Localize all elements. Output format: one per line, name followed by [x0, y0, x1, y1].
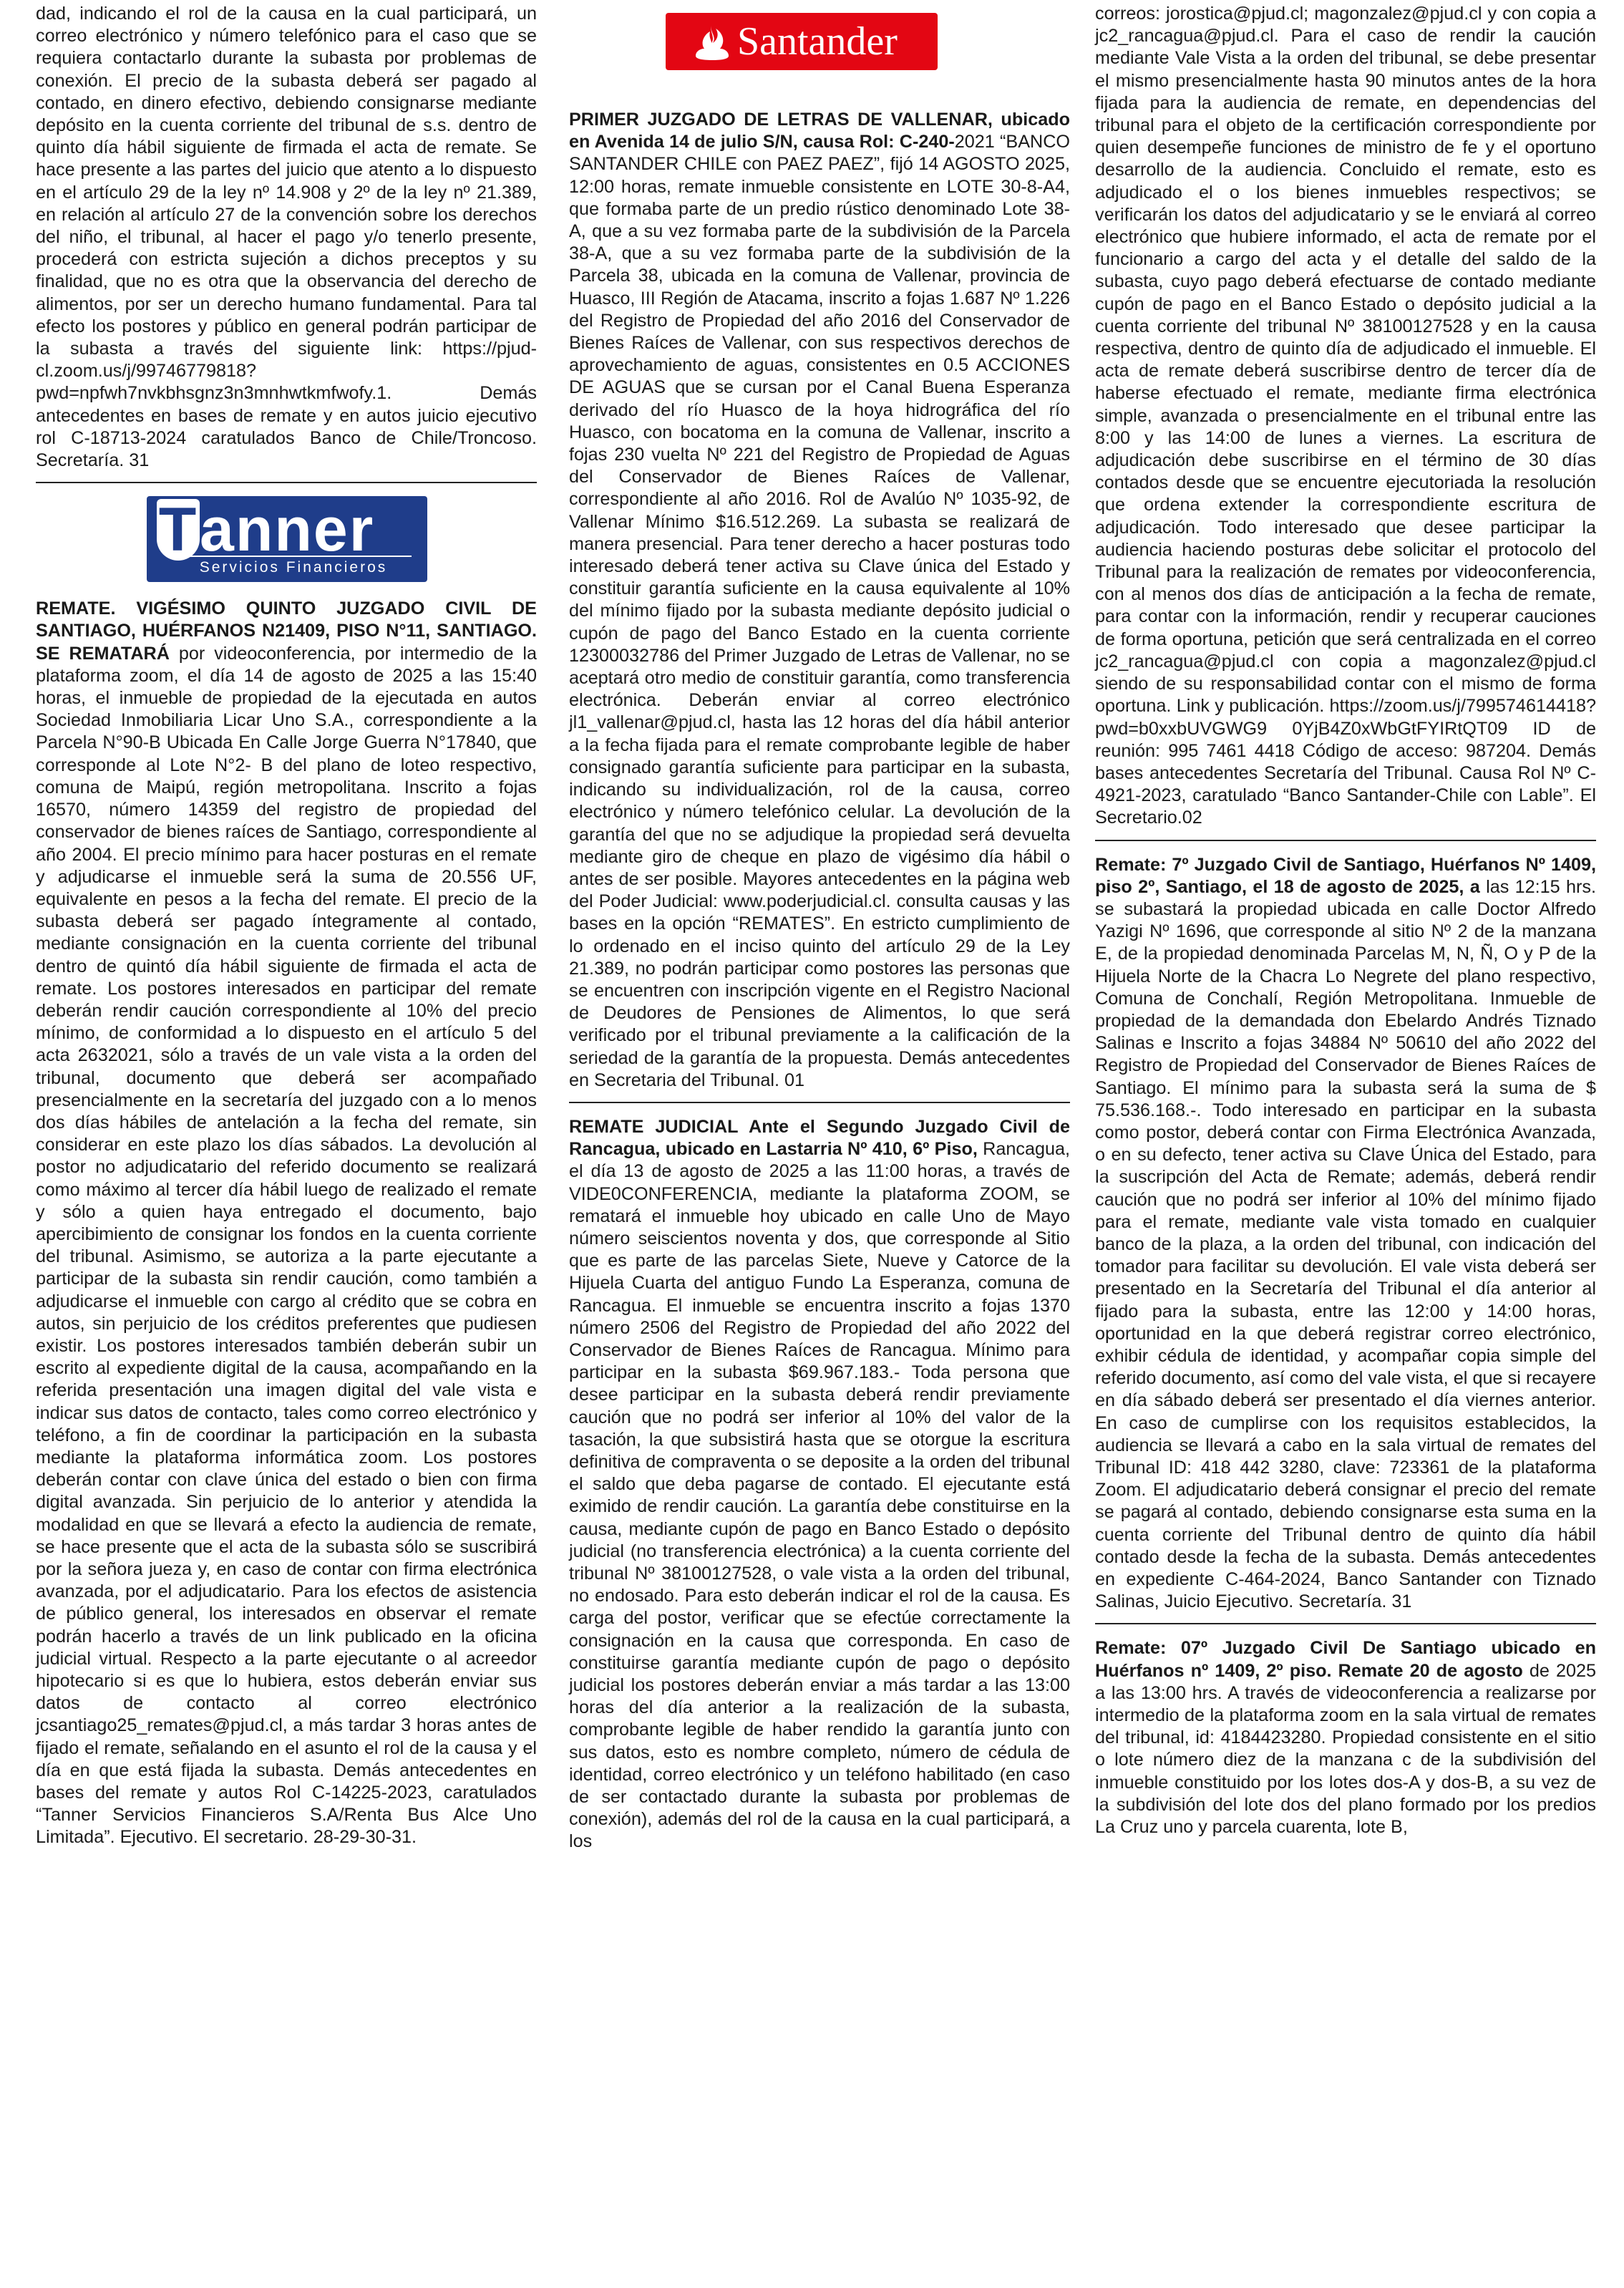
santander-logo	[666, 13, 938, 70]
tanner-logo	[147, 496, 427, 582]
notice-banco-chile-troncoso: dad, indicando el rol de la causa en la cual participará, un correo electrónico y número telefónico para el caso que se requiera contactarlo durante la subasta por problemas de conexión. El precio de la subasta deberá ser pagado al contado, en dinero efectivo, debiendo consignarse mediante depósito en la cuenta corriente del tribunal de s.s. dentro de quinto día hábil siguiente de firmada el acta de remate. Se hace presente a las partes del juicio que atento a lo dispuesto en el artículo 29 de la ley nº 14.908 y 2º de la ley nº 21.389, en relación al artículo 27 de la convención sobre los derechos del niño, el tribunal, al hacer el pago y/o tenerlo presente, procederá con estricta sujeción a dichos preceptos y su finalidad, que no es otra que la observancia del derecho de alimentos, por ser un derecho humano fundamental. Para tal efecto los postores y público en general podrán participar de la subasta a través del siguiente link: https://pjud-cl.zoom.us/j/99746779818?pwd=npfwh7nvkbhsgnz3n3mnhwtkmfwofy.1. Demás antecedentes en bases de remate y en autos juicio ejecutivo rol C-18713-2024 caratulados Banco de Chile/Troncoso. Secretaría. 31	[36, 4, 537, 471]
notice-body: de 2025 a las 13:00 hrs. A través de videoconferencia a realizarse por intermedio de la plataforma zoom en la sala virtual de remates del tribunal, id: 4184423280. Propiedad consistente en el sitio o lote número diez de la manzana c de la subdivisión del inmueble constituido por los lotes dos-A y dos-B, a su vez de la subdivisión del lote dos del plano formado por los predios La Cruz uno y parcela cuarenta, lote B,	[1095, 1660, 1597, 1838]
divider	[1095, 1623, 1596, 1624]
santander-flame-icon	[694, 23, 730, 60]
notice-body: por videoconferencia, por intermedio de la plataforma zoom, el día 14 de agosto de 2025 a las 15:40 horas, el inmueble de propiedad de la ejecutada en autos Sociedad Inmobiliaria Licar Uno S.A., correspondiente a la Parcela N°90-B Ubicada En Calle Jorge Guerra N°17840, que corresponde al Lote N°2- B del plano de loteo respectivo, comuna de Maipú, región metropolitana. Inscrito a fojas 16570, número 14359 del registro de propiedad del conservador de bienes raíces de Santiago, correspondiente al año 2004. El precio mínimo para hacer posturas en el remate y adjudicarse el inmueble será la suma de 20.556 UF, equivalente en pesos a la fecha del remate. El precio de la subasta deberá ser pagado íntegramente al contado, mediante consignación en la cuenta corriente del tribunal dentro de quintó día hábil siguiente de firmada el acta de remate. Los postores interesados en participar del remate deberán rendir caución correspondiente al 10% del precio mínimo, de conformidad a lo dispuesto en el artículo 5 del acta 2632021, sólo a través de un vale vista a la orden del tribunal, documento que deberá ser acompañado presencialmente en la secretaría del juzgado con a lo menos dos días hábiles de antelación a la fecha del remate, sin considerar en este plazo los días sábados. La devolución al postor no adjudicatario del referido documento se realizará como máximo al tercer día hábil luego de realizado el remate y sólo a quien haya entregado el documento, bajo apercibimiento de consignar los fondos en la cuenta corriente del tribunal. Asimismo, se autoriza a la parte ejecutante a participar de la subasta sin rendir caución, como también a adjudicarse el inmueble con cargo al crédito que se cobra en autos, sin perjuicio de los créditos preferentes que pudiesen existir. Los postores interesados también deberán subir un escrito al expediente digital de la causa, acompañando en la referida presentación una imagen digital del vale vista e indicar sus datos de contacto, tales como correo electrónico y teléfono, a fin de coordinar la participación en la subasta mediante la plataforma informática zoom. Los postores deberán contar con clave única del estado o bien con firma digital avanzada. Sin perjuicio de lo anterior y atendida la modalidad en que se llevará a efecto la audiencia de remate, se hace presente que el acta de la subasta sólo se suscribirá por la señora jueza y, en caso de contar con firma electrónica avanzada, por el adjudicatario. Para los efectos de asistencia de público general, los interesados en observar el remate podrán hacerlo a través de un link publicado en la oficina judicial virtual. Respecto a la parte ejecutante o al acreedor hipotecario si es que lo hubiera, estos deberán enviar sus datos de contacto al correo electrónico jcsantiago25_remates@pjud.cl, a más tardar 3 horas antes de fijado el remate, señalando en el asunto el rol de la causa y el día en que está fijada la subasta. Demás antecedentes en bases del remate y autos Rol C-14225-2023, caratulados “Tanner Servicios Financieros S.A/Renta Bus Alce Uno Limitada”. Ejecutivo. El secretario. 28-29-30-31.	[36, 643, 537, 1848]
divider	[569, 1102, 1070, 1103]
divider	[36, 482, 537, 483]
notice-heading: PRIMER JUZGADO DE LETRAS DE VALLENAR, ubicado en Avenida 14 de julio S/N, causa Rol: C-240-	[569, 110, 1070, 152]
notice-body: Rancagua, el día 13 de agosto de 2025 a las 11:00 horas, a través de VIDE0CONFERENCIA, mediante la plataforma ZOOM, se rematará el inmueble hoy ubicado en calle Uno de Mayo número seiscientos noventa y dos, que corresponde al Sitio que es parte de las parcelas Siete, Nueve y Catorce de la Hijuela Cuarta del antiguo Fundo La Esperanza, comuna de Rancagua. El inmueble se encuentra inscrito a fojas 1370 número 2506 del Registro de Propiedad del año 2022 del Conservador de Bienes Raíces de Rancagua. Mínimo para participar en la subasta $69.967.183.- Toda persona que desee participar en la subasta deberá rendir previamente caución que no podrá ser inferior al 10% del valor de la tasación, la que subsistirá hasta que se otorgue la escritura definitiva de compraventa o se deposite a la orden del tribunal el saldo que deba pagarse de contado. El ejecutante está eximido de rendir caución. La garantía debe constituirse en la causa, mediante cupón de pago en Banco Estado o depósito judicial (no transferencia electrónica) a la cuenta corriente del tribunal Nº 38100127528, o vale vista a la orden del tribunal, no endosado. Para esto deberán indicar el rol de la causa. Es carga del postor, verificar que se efectúe correctamente la consignación en la causa que corresponda. En caso de constituirse garantía mediante cupón de pago o depósito judicial los postores deberán enviar a más tardar a las 13:00 horas del día anterior a la realización de la subasta, comprobante legible de haber rendido la garantía junto con sus datos, esto es nombre completo, número de cédula de identidad, correo electrónico y un teléfono habilitado (en caso de ser contactado durante la subasta por problemas de conexión), además del rol de la causa en la cual participará, a los	[569, 1139, 1071, 1852]
santander-wordmark: Santander	[737, 19, 898, 64]
tanner-logo-wordmark: Tanner	[157, 499, 374, 561]
notice-rancagua	[569, 1116, 1070, 1853]
tanner-logo-subtitle: Servicios Financieros	[175, 556, 412, 576]
notice-heading: Remate: 07º Juzgado Civil De Santiago ubicado en Huérfanos nº 1409, 2º piso. Remate 20 de agosto	[1095, 1638, 1596, 1681]
notice-heading: REMATE. VIGÉSIMO QUINTO JUZGADO CIVIL DE SANTIAGO, HUÉRFANOS N21409, PISO N°11, SANTIAGO. SE REMATARÁ	[36, 598, 537, 664]
notice-vallenar	[569, 109, 1070, 1092]
divider	[1095, 840, 1596, 841]
column-1	[36, 0, 537, 1849]
notice-heading: REMATE JUDICIAL Ante el Segundo Juzgado Civil de Rancagua, ubicado en Lastarria Nº 410, 6º Piso,	[569, 1116, 1070, 1160]
notice-heading: Remate: 7º Juzgado Civil de Santiago, Huérfanos Nº 1409, piso 2º, Santiago, el 18 de agosto de 2025, a	[1095, 854, 1596, 897]
notice-rancagua-continued: correos: jorostica@pjud.cl; magonzalez@pjud.cl y con copia a jc2_rancagua@pjud.cl. Para el caso de rendir la caución mediante Vale Vista a la orden del tribunal, se debe presentar el mismo presencialmente hasta 90 minutos antes de la hora fijada para la audiencia de remate, en dependencias del tribunal para el objeto de la certificación correspondiente por quien desempeñe funciones de ministro de fe y el oportuno desarrollo de la audiencia. Concluido el remate, esto es adjudicado el o los bienes inmuebles respectivos; se verificarán los datos del adjudicatario y se le enviará al correo electrónico que hubiere informado, el acta de remate por el funcionario a cargo del acta y el detalle del saldo de la subasta, cuyo pago deberá efectuarse de contado mediante cupón de pago en el Banco Estado o depósito judicial a la cuenta corriente del tribunal Nº 38100127528 y en la causa respectiva, dentro de quinto día de adjudicado el inmueble. El acta de remate deberá suscribirse dentro de tercer día de haberse efectuado el remate, mediante firma electrónica simple, avanzada o presencialmente en el tribunal entre las 8:00 y las 14:00 de lunes a viernes. La escritura de adjudicación debe suscribirse en el término de 30 días contados desde que se encuentre ejecutoriada la resolución que ordena extender la correspondiente escritura de adjudicación. Todo interesado que desee participar la audiencia haciendo posturas debe solicitar el protocolo del Tribunal para la realización de remates por videoconferencia, con al menos dos días de anticipación a la fecha de remate, para contar con la información, rendir y recuperar cauciones de forma oportuna, petición que será centralizada en el correo jc2_rancagua@pjud.cl con copia a magonzalez@pjud.cl siendo de su responsabilidad contar con el mismo de forma oportuna. Link y publicación. https://zoom.us/j/799574614418?pwd=b0xxbUVGWG9 0YjB4Z0xWbGtFYIRtQT09 ID de reunión: 995 7461 4418 Código de acceso: 987204. Demás bases antecedentes Secretaría del Tribunal. Causa Rol Nº C-4921-2023, caratulado “Banco Santander-Chile con Lable”. El Secretario.02	[1095, 4, 1596, 828]
notice-body: 2021 “BANCO SANTANDER CHILE con PAEZ PAEZ”, fijó 14 AGOSTO 2025, 12:00 horas, remate inmueble consistente en LOTE 30-8-A4, que formaba parte de un predio rústico denominado Lote 38-A, que a su vez formaba parte de la subdivisión de la Parcela 38-A, que a su vez formaba parte de la subdivisión de la Parcela 38, ubicada en la comuna de Vallenar, provincia de Huasco, III Región de Atacama, inscrito a fojas 1.687 Nº 1.226 del Registro de Propiedad del año 2016 del Conservador de Bienes Raíces de Vallenar, con sus respectivos derechos de aprovechamiento de aguas, consistentes en 0.5 ACCIONES DE AGUAS que se cursan por el Canal Buena Esperanza derivado del río Huasco de la hoya hidrográfica del río Huasco, con bocatoma en la comuna de Vallenar, inscrito a fojas 230 vuelta Nº 221 del Registro de Propiedad de Aguas del Conservador de Bienes Raíces de Vallenar, correspondiente al año 2016. Rol de Avalúo Nº 1035-92, de Vallenar Mínimo $16.512.269. La subasta se realizará de manera presencial. Para tener derecho a hacer posturas todo interesado deberá tener activa su Clave única del Estado y constituir garantía suficiente en la causa equivalente al 10% del mínimo fijado por la subasta mediante depósito judicial o cupón de pago del Banco Estado en la cuenta corriente 12300032786 del Primer Juzgado de Letras de Vallenar, no se aceptará otro medio de constituir garantía, como transferencia electrónica. Deberán enviar al correo electrónico jl1_vallenar@pjud.cl, hasta las 12 horas del día hábil anterior a la fecha fijada para el remate comprobante legible de haber consignado garantía suficiente para participar en la subasta, indicando su individualización, rol de la causa, correo electrónico y número telefónico celular. La devolución de la garantía del que no se adjudique la propiedad será devuelta mediante giro de cheque en plazo de vigésimo día hábil o antes de ser posible. Mayores antecedentes en la página web del Poder Judicial: www.poderjudicial.cl. consulta causas y las bases en la opción “REMATES”. En estricto cumplimiento de lo ordenado en el inciso quinto del artículo 29 de la Ley 21.389, no podrán participar como postores las personas que se encuentren con inscripción vigente en el Registro Nacional de Deudores de Pensiones de Alimentos, lo que será verificado por el tribunal previamente a la calificación de la seriedad de la garantía de la propuesta. Demás antecedentes en Secretaria del Tribunal. 01	[569, 132, 1070, 1090]
notice-tanner-remate	[36, 598, 537, 1848]
column-2	[569, 0, 1070, 1853]
notice-body: las 12:15 hrs. se subastará la propiedad ubicada en calle Doctor Alfredo Yazigi Nº 1696, que corresponde al sitio Nº 2 de la manzana E, de la propiedad denominada Parcelas M, N, Ñ, O y P de la Hijuela Norte de la Chacra Lo Negrete del plano respectivo, Comuna de Conchalí, Región Metropolitana. Inmueble de propiedad de la demandada don Ebelardo Andrés Tiznado Salinas e Inscrito a fojas 34884 Nº 50610 del año 2022 del Registro de Propiedad del Conservador de Bienes Raíces de Santiago. El mínimo para la subasta será la suma de $ 75.536.168.-. Todo interesado en participar en la subasta como postor, deberá contar con Firma Electrónica Avanzada, o en su defecto, tener activa su Clave Única del Estado, para la suscripción del Acta de Remate; además, deberá rendir caución que no podrá ser inferior al 10% del mínimo fijado para el remate, mediante vale vista tomado en cualquier banco de la plaza, a la orden del tribunal, con indicación del tomador para facilitar su devolución. El vale vista deberá ser presentado en la Secretaría del Tribunal el día anterior al fijado para la subasta, entre las 12:00 y 14:00 horas, oportunidad en la que deberá registrar correo electrónico, exhibir cédula de identidad, y acompañar copia simple del referido documento, así como del vale vista, el que si recayere en día sábado deberá ser presentado el día viernes anterior. En caso de cumplirse con los requisitos establecidos, la audiencia se llevará a cabo en la sala virtual de remates del Tribunal ID: 418 442 3280, clave: 723361 de la plataforma Zoom. El adjudicatario deberá consignar el precio del remate se pagará al contado, debiendo consignarse esta suma en la cuenta corriente del Tribunal dentro de quinto día hábil contado desde la fecha de la subasta. Demás antecedentes en expediente C-464-2024, Banco Santander con Tiznado Salinas, Juicio Ejecutivo. Secretaría. 31	[1095, 876, 1596, 1612]
notice-07-juzgado-zoom	[1095, 1637, 1596, 1838]
notice-7-juzgado-conchali	[1095, 854, 1596, 1614]
column-3	[1095, 0, 1596, 1838]
